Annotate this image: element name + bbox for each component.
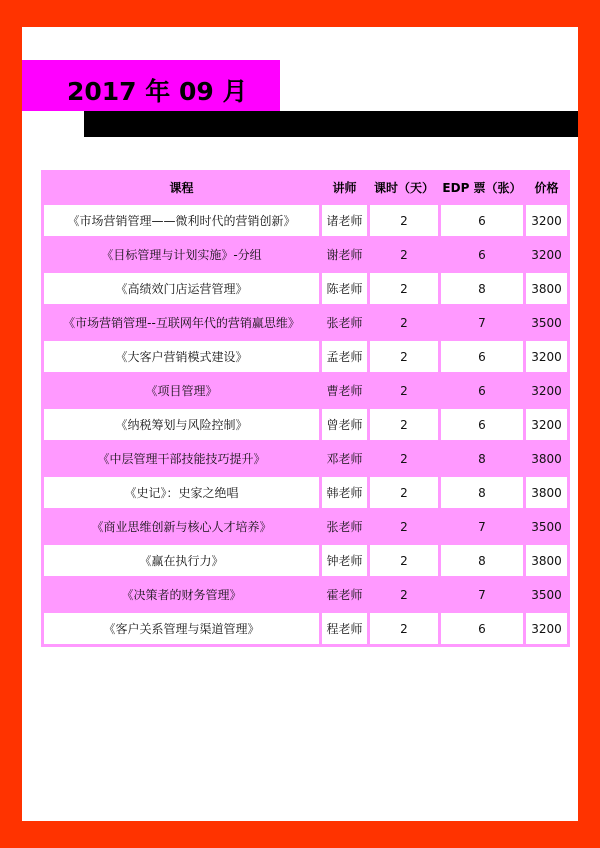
title-banner	[22, 60, 280, 111]
price-cell: 3800	[526, 273, 567, 304]
price-cell: 3800	[526, 477, 567, 508]
course-cell: 《商业思维创新与核心人才培养》	[44, 511, 319, 542]
table-row	[44, 409, 567, 440]
edp-cell: 6	[441, 205, 523, 236]
lecturer-cell: 霍老师	[322, 579, 367, 610]
header-course: 课程	[169, 181, 194, 195]
price-cell: 3200	[526, 375, 567, 406]
course-table	[41, 170, 570, 647]
course-cell: 《市场营销管理——微利时代的营销创新》	[44, 205, 319, 236]
price-cell: 3500	[526, 511, 567, 542]
header-price: 价格	[534, 181, 559, 195]
days-cell: 2	[370, 239, 438, 270]
table-row	[44, 239, 567, 270]
document-page	[22, 27, 578, 821]
lecturer-cell: 孟老师	[322, 341, 367, 372]
table-header-row	[44, 173, 567, 202]
edp-cell: 6	[441, 613, 523, 644]
edp-cell: 8	[441, 443, 523, 474]
lecturer-cell: 谢老师	[322, 239, 367, 270]
lecturer-cell: 陈老师	[322, 273, 367, 304]
table-body	[44, 205, 567, 644]
edp-cell: 6	[441, 239, 523, 270]
price-cell: 3200	[526, 341, 567, 372]
days-cell: 2	[370, 409, 438, 440]
lecturer-cell: 张老师	[322, 307, 367, 338]
days-cell: 2	[370, 613, 438, 644]
course-cell: 《目标管理与计划实施》-分组	[44, 239, 319, 270]
table-row	[44, 613, 567, 644]
table-row	[44, 511, 567, 542]
days-cell: 2	[370, 375, 438, 406]
lecturer-cell: 曾老师	[322, 409, 367, 440]
edp-cell: 8	[441, 273, 523, 304]
lecturer-cell: 诸老师	[322, 205, 367, 236]
days-cell: 2	[370, 511, 438, 542]
lecturer-cell: 邓老师	[322, 443, 367, 474]
decorative-bar	[84, 111, 578, 137]
course-cell: 《赢在执行力》	[44, 545, 319, 576]
edp-cell: 7	[441, 579, 523, 610]
course-cell: 《纳税筹划与风险控制》	[44, 409, 319, 440]
course-cell: 《项目管理》	[44, 375, 319, 406]
header-days: 课时（天）	[373, 181, 434, 195]
table-row	[44, 205, 567, 236]
price-cell: 3800	[526, 443, 567, 474]
table-row	[44, 579, 567, 610]
table-row	[44, 341, 567, 372]
table-row	[44, 273, 567, 304]
edp-cell: 7	[441, 307, 523, 338]
table-row	[44, 545, 567, 576]
price-cell: 3800	[526, 545, 567, 576]
lecturer-cell: 程老师	[322, 613, 367, 644]
days-cell: 2	[370, 545, 438, 576]
price-cell: 3500	[526, 579, 567, 610]
course-cell: 《中层管理干部技能技巧提升》	[44, 443, 319, 474]
header-edp-tickets: EDP 票（张）	[442, 181, 522, 195]
edp-cell: 6	[441, 409, 523, 440]
header-lecturer: 讲师	[332, 181, 357, 195]
days-cell: 2	[370, 273, 438, 304]
price-cell: 3200	[526, 205, 567, 236]
lecturer-cell: 钟老师	[322, 545, 367, 576]
course-cell: 《高绩效门店运营管理》	[44, 273, 319, 304]
course-cell: 《客户关系管理与渠道管理》	[44, 613, 319, 644]
course-cell: 《决策者的财务管理》	[44, 579, 319, 610]
edp-cell: 6	[441, 341, 523, 372]
price-cell: 3200	[526, 409, 567, 440]
course-cell: 《史记》：史家之绝唱	[44, 477, 319, 508]
days-cell: 2	[370, 477, 438, 508]
course-cell: 《市场营销管理--互联网年代的营销赢思维》	[44, 307, 319, 338]
edp-cell: 6	[441, 375, 523, 406]
edp-cell: 7	[441, 511, 523, 542]
days-cell: 2	[370, 579, 438, 610]
lecturer-cell: 曹老师	[322, 375, 367, 406]
table-row	[44, 477, 567, 508]
edp-cell: 8	[441, 545, 523, 576]
lecturer-cell: 韩老师	[322, 477, 367, 508]
days-cell: 2	[370, 341, 438, 372]
price-cell: 3200	[526, 239, 567, 270]
course-cell: 《大客户营销模式建设》	[44, 341, 319, 372]
days-cell: 2	[370, 307, 438, 338]
lecturer-cell: 张老师	[322, 511, 367, 542]
days-cell: 2	[370, 443, 438, 474]
days-cell: 2	[370, 205, 438, 236]
table-row	[44, 443, 567, 474]
table-row	[44, 375, 567, 406]
page-title: 2017 年 09 月	[67, 77, 248, 106]
price-cell: 3500	[526, 307, 567, 338]
edp-cell: 8	[441, 477, 523, 508]
table-row	[44, 307, 567, 338]
price-cell: 3200	[526, 613, 567, 644]
